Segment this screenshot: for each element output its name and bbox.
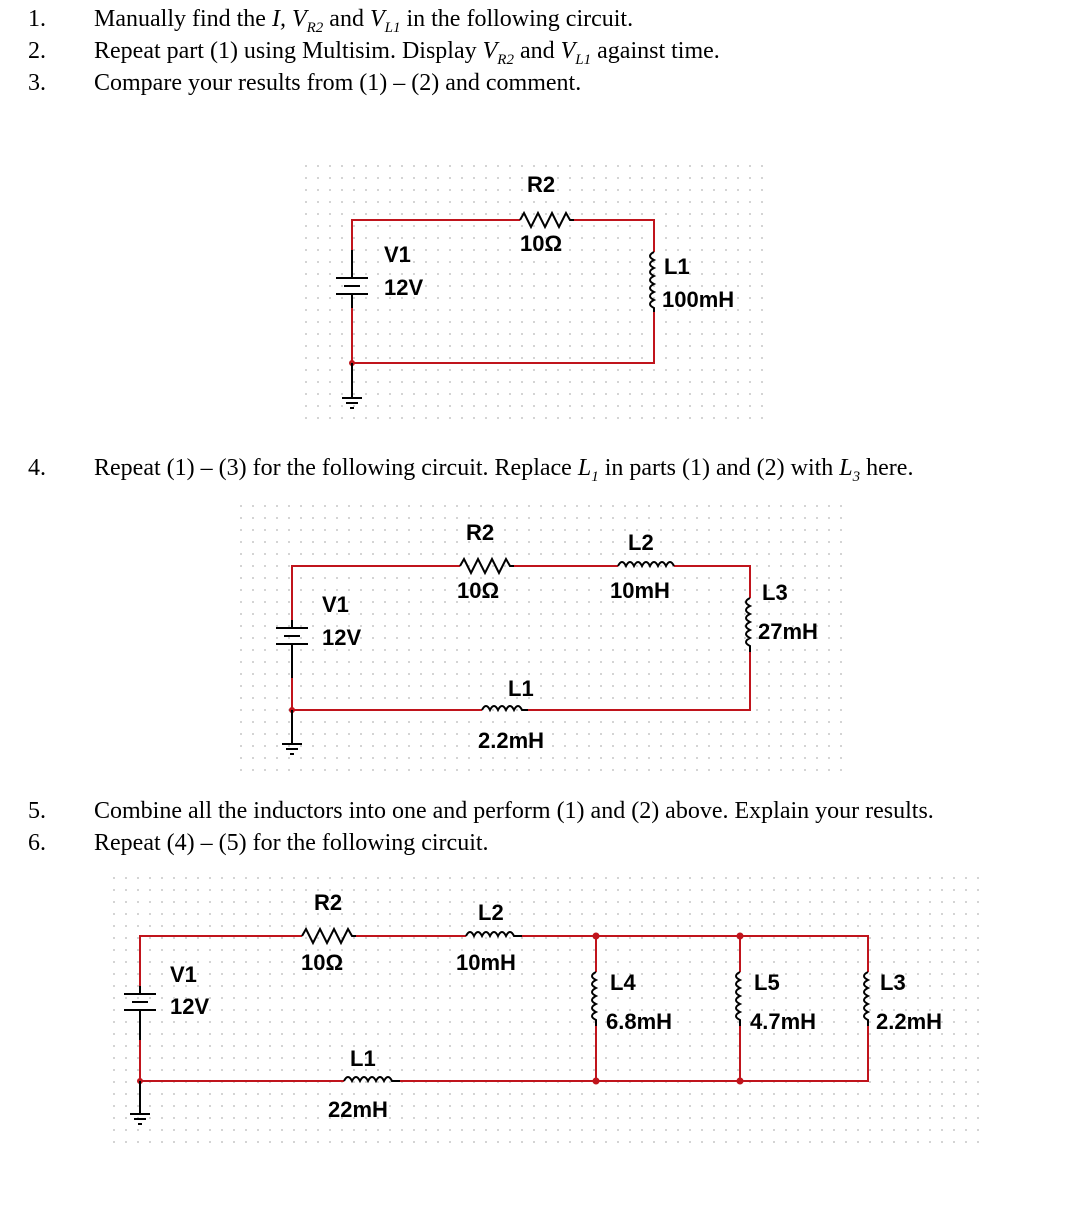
circuit-3-grid-background	[108, 872, 988, 1144]
circuit-1-v1-value: 12V	[384, 275, 424, 300]
circuit-2-v1-value: 12V	[322, 625, 362, 650]
question-2: 2. Repeat part (1) using Multisim. Display $V_{R2}$ and $V_{L1}$ against time.	[28, 38, 720, 68]
question-number: 3.	[28, 70, 46, 96]
circuit-3-v1-value: 12V	[170, 994, 210, 1019]
circuit-3-l3-value: 2.2mH	[876, 1009, 943, 1034]
circuit-2-l1-name: L1	[508, 676, 534, 701]
question-3: 3. Compare your results from (1) – (2) and comment.	[28, 70, 582, 96]
question-4: 4. Repeat (1) – (3) for the following circuit. Replace $L_1$ in parts (1) and (2) with $L_3$ here.	[28, 455, 914, 485]
circuit-3-l5-name: L5	[754, 970, 780, 995]
circuit-3-l4-value: 6.8mH	[606, 1009, 673, 1034]
question-number: 5.	[28, 798, 46, 824]
circuit-3-l1-name: L1	[350, 1046, 376, 1071]
circuit-2-l2-value: 10mH	[610, 578, 670, 603]
circuit-1-v1-name: V1	[384, 242, 411, 267]
circuit-3-r2-name: R2	[314, 890, 343, 915]
circuit-1-grid-background	[300, 160, 765, 422]
circuit-2-l3-name: L3	[762, 580, 788, 605]
circuit-3-l3-name: L3	[880, 970, 906, 995]
question-number: 6.	[28, 830, 46, 856]
circuit-3-v1-name: V1	[170, 962, 197, 987]
circuit-3-l4-name: L4	[610, 970, 636, 995]
circuit-3-l2-name: L2	[478, 900, 504, 925]
circuit-3-l5-value: 4.7mH	[750, 1009, 817, 1034]
circuit-2-v1-name: V1	[322, 592, 349, 617]
circuit-1-r2-name: R2	[527, 172, 556, 197]
circuit-2-r2-value: 10Ω	[457, 578, 500, 603]
question-number: 1.	[28, 6, 46, 32]
circuit-2-l2-name: L2	[628, 530, 654, 555]
circuit-1-l1-value: 100mH	[662, 287, 735, 312]
circuit-1-r2-value: 10Ω	[520, 231, 563, 256]
circuit-2-l1-value: 2.2mH	[478, 728, 545, 753]
circuit-3-l1-value: 22mH	[328, 1097, 388, 1122]
question-number: 4.	[28, 455, 46, 481]
question-1: 1. Manually find the I, $V_{R2}$ and $V_{L1}$ in the following circuit.	[28, 6, 634, 36]
circuit-3-l2-value: 10mH	[456, 950, 516, 975]
question-6: 6. Repeat (4) – (5) for the following circuit.	[28, 830, 489, 856]
circuit-2-r2-name: R2	[466, 520, 495, 545]
circuit-2-grid-background	[235, 500, 847, 772]
circuit-2-l3-value: 27mH	[758, 619, 818, 644]
question-number: 2.	[28, 38, 46, 64]
circuit-1-l1-name: L1	[664, 254, 690, 279]
circuit-3-r2-value: 10Ω	[301, 950, 344, 975]
question-5: 5. Combine all the inductors into one and perform (1) and (2) above. Explain your results.	[28, 798, 934, 824]
